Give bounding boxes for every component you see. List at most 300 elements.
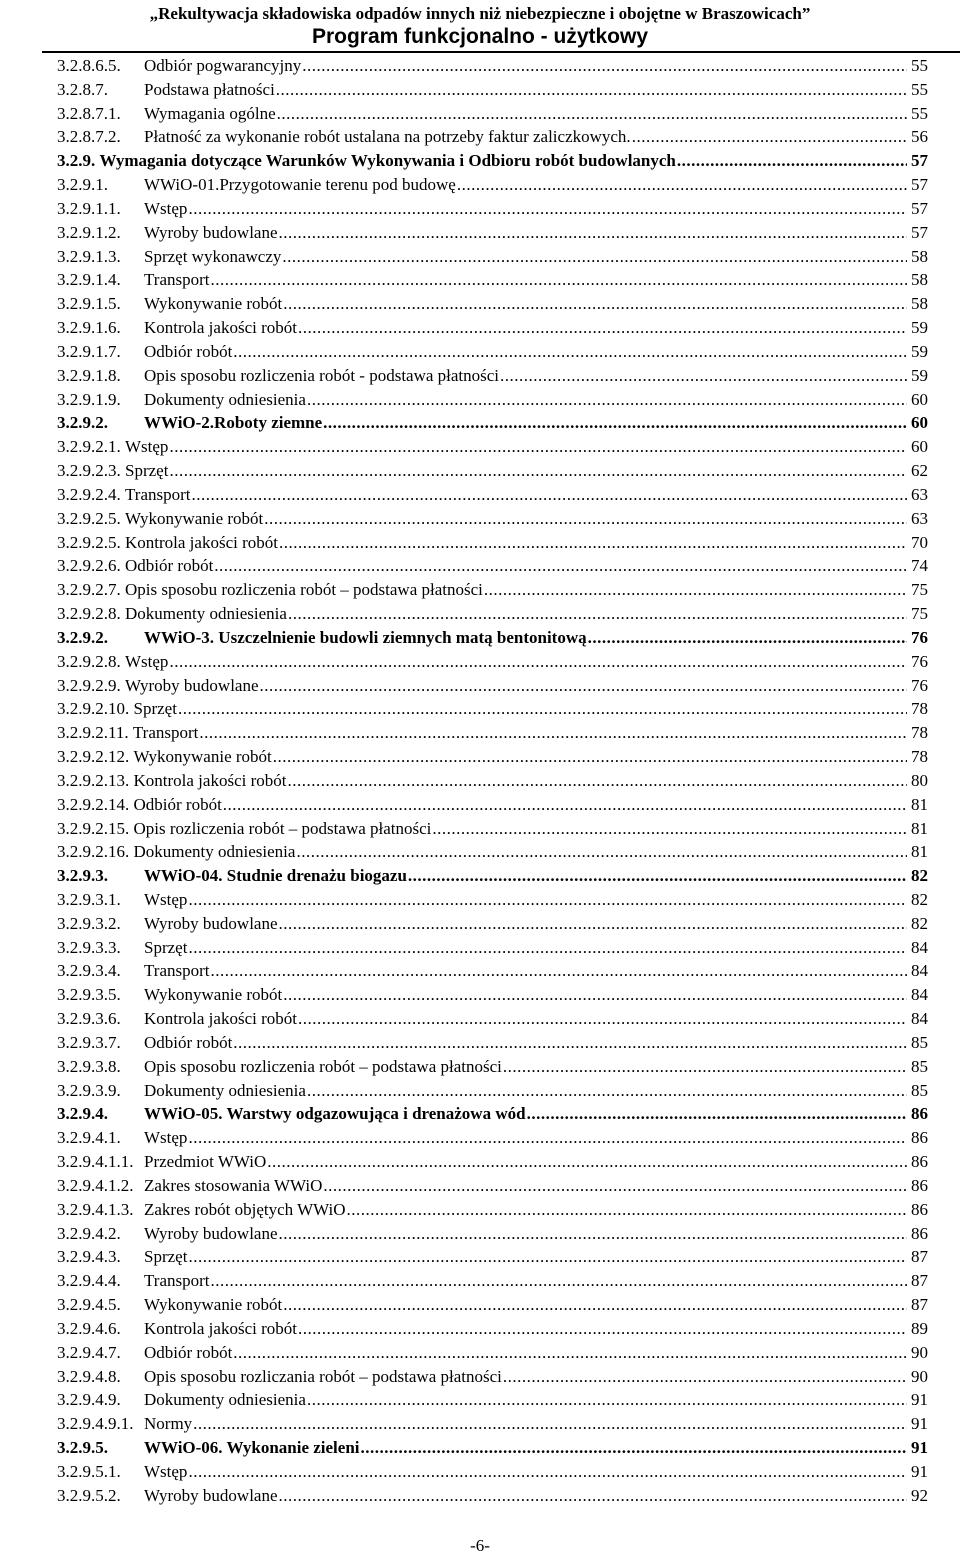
toc-entry[interactable] (57, 411, 928, 435)
toc-entry-page: 87 (911, 1295, 928, 1315)
toc-leader-dots (677, 149, 907, 173)
toc-entry-title: Sprzęt (144, 1247, 188, 1267)
toc-entry[interactable] (57, 531, 928, 555)
toc-entry-title: Dokumenty odniesienia (144, 1390, 306, 1410)
toc-entry[interactable] (57, 1150, 928, 1174)
toc-leader-dots (188, 936, 907, 960)
toc-leader-dots (188, 1245, 907, 1269)
toc-entry[interactable] (57, 554, 928, 578)
toc-entry[interactable] (57, 674, 928, 698)
toc-leader-dots (302, 54, 907, 78)
toc-entry-title: Kontrola jakości robót (144, 318, 297, 338)
toc-entry[interactable] (57, 173, 928, 197)
toc-leader-dots (211, 1269, 908, 1293)
toc-entry-number: 3.2.9.3.1. (57, 889, 121, 909)
toc-entry-number: 3.2.9.2.15. (57, 818, 130, 838)
toc-entry-page: 85 (911, 1032, 928, 1052)
toc-entry-number: 3.2.9.5.1. (57, 1461, 121, 1481)
table-of-contents (57, 54, 928, 1508)
toc-entry-page: 55 (911, 56, 928, 75)
toc-entry-page: 55 (911, 79, 928, 99)
toc-entry-page: 78 (911, 699, 928, 719)
toc-entry-page: 92 (911, 1485, 928, 1505)
toc-entry-number: 3.2.9.1.4. (57, 270, 121, 290)
toc-entry[interactable] (57, 1388, 928, 1412)
toc-entry[interactable] (57, 340, 928, 364)
toc-entry-number: 3.2.9.4.3. (57, 1247, 121, 1267)
toc-leader-dots (264, 507, 907, 531)
toc-entry[interactable] (57, 1484, 928, 1508)
toc-entry-number: 3.2.9.4.4. (57, 1271, 121, 1291)
toc-entry-title: Opis sposobu rozliczenia robót – podstawa płatności (144, 1056, 502, 1076)
toc-leader-dots (277, 102, 907, 126)
toc-entry[interactable] (57, 221, 928, 245)
toc-entry-title: Odbiór robót (144, 341, 233, 361)
toc-entry-page: 76 (911, 651, 928, 671)
toc-leader-dots (279, 912, 907, 936)
toc-entry-title: Odbiór robót (125, 556, 214, 576)
toc-leader-dots (233, 1031, 907, 1055)
toc-entry-title: Wyroby budowlane (125, 675, 259, 695)
toc-entry-number: 3.2.9.4.5. (57, 1295, 121, 1315)
toc-entry[interactable] (57, 578, 928, 602)
toc-entry-title: Odbiór pogwarancyjny (144, 56, 302, 75)
toc-entry-page: 57 (911, 175, 928, 195)
toc-entry-page: 75 (911, 580, 928, 600)
toc-entry-page: 86 (911, 1223, 928, 1243)
toc-entry-title: Wymagania ogólne (144, 103, 276, 123)
toc-entry-page: 58 (911, 246, 928, 266)
toc-entry-number: 3.2.9. (57, 151, 96, 171)
toc-entry[interactable] (57, 1007, 928, 1031)
toc-entry-title: Przedmiot WWiO (144, 1152, 267, 1172)
toc-entry[interactable] (57, 1365, 928, 1389)
toc-entry-page: 86 (911, 1104, 928, 1124)
toc-entry[interactable] (57, 697, 928, 721)
toc-entry-title: WWiO-06. Wykonanie zieleni (144, 1438, 360, 1458)
toc-entry-page: 86 (911, 1128, 928, 1148)
toc-entry-number: 3.2.9.2.5. (57, 532, 121, 552)
toc-entry[interactable] (57, 983, 928, 1007)
toc-leader-dots (211, 268, 908, 292)
toc-entry-page: 85 (911, 1080, 928, 1100)
toc-entry-page: 63 (911, 508, 928, 528)
toc-entry-page: 58 (911, 294, 928, 314)
toc-leader-dots (503, 1365, 907, 1389)
toc-entry-title: Transport (144, 961, 210, 981)
toc-entry-number: 3.2.9.2.6. (57, 556, 121, 576)
toc-leader-dots (287, 769, 907, 793)
toc-entry-page: 58 (911, 270, 928, 290)
toc-entry-title: Normy (144, 1414, 193, 1434)
toc-leader-dots (169, 435, 907, 459)
toc-entry-title: Wykonywanie robót (125, 508, 264, 528)
toc-entry-number: 3.2.9.3.3. (57, 937, 121, 957)
toc-leader-dots (307, 388, 907, 412)
toc-entry-title: Wyroby budowlane (144, 1223, 278, 1243)
toc-entry-page: 56 (911, 127, 928, 147)
toc-leader-dots (296, 840, 907, 864)
toc-entry-number: 3.2.9.2.16. (57, 842, 130, 862)
toc-entry-page: 90 (911, 1342, 928, 1362)
toc-entry-number: 3.2.9.4.7. (57, 1342, 121, 1362)
toc-entry-title: Wymagania dotyczące Warunków Wykonywania i Odbioru robót budowlanych (99, 151, 676, 171)
toc-entry-number: 3.2.9.2. (57, 413, 108, 433)
toc-entry-number: 3.2.9.4.1.2. (57, 1175, 134, 1195)
toc-entry-title: Płatność za wykonanie robót ustalana na potrzeby faktur zaliczkowych. (144, 127, 631, 147)
toc-entry-title: Odbiór robót (144, 1032, 233, 1052)
toc-entry-page: 89 (911, 1318, 928, 1338)
toc-entry[interactable] (57, 864, 928, 888)
toc-entry[interactable] (57, 483, 928, 507)
page-header (0, 0, 960, 50)
toc-entry-title: Opis sposobu rozliczenia robót - podstawa płatności (144, 365, 500, 385)
toc-entry-number: 3.2.9.2.3. (57, 461, 121, 481)
toc-entry-page: 76 (911, 627, 928, 647)
toc-leader-dots (273, 745, 907, 769)
toc-entry-number: 3.2.9.1.8. (57, 365, 121, 385)
toc-entry[interactable] (57, 1269, 928, 1293)
toc-entry-page: 82 (911, 913, 928, 933)
toc-entry-page: 70 (911, 532, 928, 552)
toc-entry-title: Wykonywanie robót (144, 1295, 283, 1315)
toc-leader-dots (223, 793, 907, 817)
toc-leader-dots (323, 1174, 907, 1198)
toc-entry-page: 81 (911, 842, 928, 862)
toc-entry[interactable] (57, 1436, 928, 1460)
toc-entry[interactable] (57, 459, 928, 483)
toc-entry[interactable] (57, 1245, 928, 1269)
toc-entry-number: 3.2.9.4.9. (57, 1390, 121, 1410)
toc-entry-number: 3.2.9.1.7. (57, 341, 121, 361)
toc-entry[interactable] (57, 602, 928, 626)
toc-leader-dots (282, 245, 907, 269)
toc-leader-dots (188, 1126, 907, 1150)
toc-leader-dots (632, 125, 907, 149)
toc-entry-page: 91 (911, 1461, 928, 1481)
toc-entry-title: Dokumenty odniesienia (133, 842, 296, 862)
toc-entry-number: 3.2.9.4.1. (57, 1128, 121, 1148)
toc-entry-number: 3.2.9.2.7. (57, 580, 121, 600)
toc-entry-title: Wstęp (144, 198, 188, 218)
toc-entry-title: Opis sposobu rozliczenia robót – podstawa płatności (125, 580, 483, 600)
toc-entry-number: 3.2.9.1.9. (57, 389, 121, 409)
toc-entry[interactable] (57, 1174, 928, 1198)
toc-entry[interactable] (57, 1102, 928, 1126)
toc-entry[interactable] (57, 364, 928, 388)
toc-entry-page: 91 (911, 1414, 928, 1434)
toc-leader-dots (267, 1150, 907, 1174)
toc-entry-title: Opis rozliczenia robót – podstawa płatności (133, 818, 432, 838)
toc-entry-title: Wstęp (125, 437, 169, 457)
toc-entry-title: Dokumenty odniesienia (144, 389, 306, 409)
toc-entry-title: Sprzęt (133, 699, 177, 719)
toc-entry-page: 81 (911, 794, 928, 814)
toc-entry-title: Dokumenty odniesienia (144, 1080, 306, 1100)
toc-entry-number: 3.2.9.3.5. (57, 985, 121, 1005)
toc-entry-page: 75 (911, 604, 928, 624)
toc-leader-dots (279, 1484, 907, 1508)
toc-leader-dots (211, 959, 908, 983)
toc-entry-title: WWiO-05. Warstwy odgazowująca i drenażowa wód (144, 1104, 526, 1124)
toc-entry-title: Wyroby budowlane (144, 222, 278, 242)
toc-entry-title: WWiO-3. Uszczelnienie budowli ziemnych matą bentonitową (144, 627, 587, 647)
toc-entry-number: 3.2.9.2. (57, 627, 108, 647)
toc-entry[interactable] (57, 745, 928, 769)
toc-entry-title: Transport (125, 484, 191, 504)
toc-entry[interactable] (57, 292, 928, 316)
toc-entry-number: 3.2.9.4.8. (57, 1366, 121, 1386)
toc-leader-dots (298, 316, 907, 340)
toc-leader-dots (457, 173, 907, 197)
toc-entry-number: 3.2.8.7.1. (57, 103, 121, 123)
toc-entry-number: 3.2.9.4.9.1. (57, 1414, 134, 1434)
toc-entry-title: Sprzęt (144, 937, 188, 957)
toc-entry[interactable] (57, 1341, 928, 1365)
toc-entry-title: Odbiór robót (144, 1342, 233, 1362)
toc-leader-dots (260, 674, 907, 698)
toc-leader-dots (527, 1102, 907, 1126)
toc-leader-dots (233, 340, 907, 364)
toc-leader-dots (588, 626, 907, 650)
toc-leader-dots (214, 554, 907, 578)
toc-entry[interactable] (57, 54, 928, 78)
toc-entry-page: 87 (911, 1247, 928, 1267)
toc-entry-page: 57 (911, 222, 928, 242)
toc-entry[interactable] (57, 78, 928, 102)
toc-entry-number: 3.2.9.1.2. (57, 222, 121, 242)
toc-entry-number: 3.2.9.1.6. (57, 318, 121, 338)
toc-leader-dots (500, 364, 907, 388)
toc-entry-number: 3.2.9.4.2. (57, 1223, 121, 1243)
toc-entry-number: 3.2.9.2.8. (57, 604, 121, 624)
toc-entry-number: 3.2.9.2.4. (57, 484, 121, 504)
toc-entry-title: Wstęp (144, 1128, 188, 1148)
toc-leader-dots (288, 602, 907, 626)
toc-entry-page: 84 (911, 1009, 928, 1029)
toc-leader-dots (283, 292, 907, 316)
toc-entry-number: 3.2.9.2.14. (57, 794, 130, 814)
toc-entry[interactable] (57, 507, 928, 531)
toc-leader-dots (361, 1436, 907, 1460)
toc-entry[interactable] (57, 793, 928, 817)
toc-leader-dots (279, 531, 907, 555)
toc-leader-dots (199, 721, 907, 745)
toc-entry-number: 3.2.9.4. (57, 1104, 108, 1124)
toc-leader-dots (298, 1007, 907, 1031)
toc-entry-title: Wykonywanie robót (144, 985, 283, 1005)
toc-entry-number: 3.2.9.3.2. (57, 913, 121, 933)
toc-entry-page: 57 (911, 151, 928, 171)
toc-entry-number: 3.2.9.2.9. (57, 675, 121, 695)
toc-entry[interactable] (57, 125, 928, 149)
toc-entry-title: Opis sposobu rozliczania robót – podstawa płatności (144, 1366, 502, 1386)
toc-entry-title: Wykonywanie robót (144, 294, 283, 314)
toc-leader-dots (503, 1055, 907, 1079)
toc-entry[interactable] (57, 888, 928, 912)
toc-leader-dots (307, 1079, 907, 1103)
toc-entry-page: 84 (911, 985, 928, 1005)
toc-entry-number: 3.2.9.5. (57, 1438, 108, 1458)
toc-entry-page: 86 (911, 1175, 928, 1195)
toc-entry[interactable] (57, 1460, 928, 1484)
document-title: „Rekultywacja składowiska odpadów innych niż niebezpieczne i obojętne w Braszowicach” (149, 4, 811, 23)
toc-entry-title: Wyroby budowlane (144, 1485, 278, 1505)
toc-leader-dots (276, 78, 907, 102)
toc-entry-title: Wyroby budowlane (144, 913, 278, 933)
toc-entry-number: 3.2.9.4.1.3. (57, 1199, 134, 1219)
toc-entry-number: 3.2.9.3.4. (57, 961, 121, 981)
toc-entry-title: Kontrola jakości robót (133, 770, 287, 790)
toc-entry[interactable] (57, 1198, 928, 1222)
toc-entry-title: WWiO-04. Studnie drenażu biogazu (144, 866, 407, 886)
toc-entry-title: Odbiór robót (133, 794, 222, 814)
toc-entry-page: 60 (911, 437, 928, 457)
toc-entry[interactable] (57, 1126, 928, 1150)
toc-entry[interactable] (57, 268, 928, 292)
toc-entry-page: 85 (911, 1056, 928, 1076)
toc-entry-page: 60 (911, 413, 928, 433)
toc-entry-number: 3.2.9.3.7. (57, 1032, 121, 1052)
toc-entry-page: 86 (911, 1199, 928, 1219)
toc-entry[interactable] (57, 840, 928, 864)
toc-leader-dots (307, 1388, 907, 1412)
toc-entry-number: 3.2.9.4.1.1. (57, 1152, 134, 1172)
toc-entry-page: 87 (911, 1271, 928, 1291)
toc-entry-page: 60 (911, 389, 928, 409)
toc-entry[interactable] (57, 650, 928, 674)
toc-entry-number: 3.2.9.3.9. (57, 1080, 121, 1100)
toc-entry-page: 84 (911, 937, 928, 957)
toc-entry-page: 91 (911, 1438, 928, 1458)
toc-entry[interactable] (57, 1222, 928, 1246)
toc-entry[interactable] (57, 626, 928, 650)
toc-leader-dots (178, 697, 907, 721)
toc-entry-title: Zakres robót objętych WWiO (144, 1199, 346, 1219)
toc-entry-title: Dokumenty odniesienia (125, 604, 287, 624)
toc-entry-title: Sprzęt (125, 461, 169, 481)
toc-leader-dots (188, 1460, 907, 1484)
toc-entry-page: 82 (911, 889, 928, 909)
toc-entry-title: Zakres stosowania WWiO (144, 1175, 323, 1195)
toc-entry-title: Wstęp (144, 1461, 188, 1481)
toc-entry-page: 78 (911, 747, 928, 767)
toc-entry-number: 3.2.9.1.3. (57, 246, 121, 266)
toc-leader-dots (408, 864, 907, 888)
toc-entry-title: Kontrola jakości robót (144, 1318, 297, 1338)
toc-entry-page: 86 (911, 1152, 928, 1172)
toc-entry-number: 3.2.9.2.1. (57, 437, 121, 457)
toc-entry-page: 80 (911, 770, 928, 790)
toc-entry[interactable] (57, 1079, 928, 1103)
toc-entry[interactable] (57, 245, 928, 269)
toc-entry-title: Sprzęt wykonawczy (144, 246, 282, 266)
toc-entry-page: 76 (911, 675, 928, 695)
toc-entry-title: Kontrola jakości robót (144, 1009, 297, 1029)
toc-entry-number: 3.2.9.3. (57, 866, 108, 886)
toc-leader-dots (279, 1222, 907, 1246)
toc-leader-dots (169, 459, 907, 483)
toc-entry-number: 3.2.9.1.5. (57, 294, 121, 314)
page-number: -6- (470, 1536, 490, 1555)
toc-entry-page: 57 (911, 198, 928, 218)
toc-entry-page: 84 (911, 961, 928, 981)
toc-leader-dots (188, 888, 907, 912)
toc-entry-page: 59 (911, 318, 928, 338)
toc-entry-page: 74 (911, 556, 928, 576)
toc-entry-page: 62 (911, 461, 928, 481)
toc-entry[interactable] (57, 1293, 928, 1317)
toc-entry[interactable] (57, 435, 928, 459)
toc-entry-page: 63 (911, 484, 928, 504)
toc-entry-number: 3.2.9.2.12. (57, 747, 130, 767)
toc-entry-number: 3.2.9.2.8. (57, 651, 121, 671)
toc-leader-dots (193, 1412, 907, 1436)
toc-entry-number: 3.2.9.1.1. (57, 198, 121, 218)
toc-entry[interactable] (57, 149, 928, 173)
toc-leader-dots (484, 578, 907, 602)
toc-entry-page: 78 (911, 723, 928, 743)
toc-leader-dots (169, 650, 907, 674)
toc-entry[interactable] (57, 1412, 928, 1436)
toc-entry-number: 3.2.9.1. (57, 175, 108, 195)
toc-entry-page: 91 (911, 1390, 928, 1410)
toc-entry[interactable] (57, 912, 928, 936)
toc-entry-number: 3.2.9.2.5. (57, 508, 121, 528)
toc-leader-dots (233, 1341, 907, 1365)
toc-entry-title: Podstawa płatności (144, 79, 275, 99)
toc-entry[interactable] (57, 769, 928, 793)
toc-entry-title: Wstęp (144, 889, 188, 909)
toc-leader-dots (188, 197, 907, 221)
toc-entry-page: 90 (911, 1366, 928, 1386)
toc-entry-number: 3.2.9.3.6. (57, 1009, 121, 1029)
toc-entry-title: Kontrola jakości robót (125, 532, 278, 552)
toc-entry[interactable] (57, 1031, 928, 1055)
toc-entry[interactable] (57, 1055, 928, 1079)
toc-entry[interactable] (57, 721, 928, 745)
toc-leader-dots (432, 817, 907, 841)
toc-entry-title: Wstęp (125, 651, 169, 671)
toc-leader-dots (192, 483, 908, 507)
toc-entry-title: Transport (144, 270, 210, 290)
toc-leader-dots (347, 1198, 907, 1222)
toc-entry-number: 3.2.8.7.2. (57, 127, 121, 147)
toc-entry-title: Wykonywanie robót (133, 747, 272, 767)
toc-entry-title: Transport (132, 723, 199, 743)
document-subtitle: Program funkcjonalno - użytkowy (311, 25, 649, 48)
toc-entry[interactable] (57, 936, 928, 960)
toc-entry[interactable] (57, 959, 928, 983)
toc-entry-number: 3.2.9.2.11. (57, 723, 129, 743)
toc-leader-dots (283, 983, 907, 1007)
toc-entry[interactable] (57, 817, 928, 841)
toc-entry-title: WWiO-01.Przygotowanie terenu pod budowę (144, 175, 456, 195)
toc-entry[interactable] (57, 102, 928, 126)
toc-entry-number: 3.2.9.4.6. (57, 1318, 121, 1338)
toc-entry-page: 59 (911, 365, 928, 385)
toc-entry[interactable] (57, 197, 928, 221)
toc-entry-page: 59 (911, 341, 928, 361)
toc-entry-number: 3.2.8.6.5. (57, 56, 121, 75)
toc-entry-title: WWiO-2.Roboty ziemne (144, 413, 323, 433)
header-rule (42, 51, 960, 53)
toc-entry[interactable] (57, 388, 928, 412)
toc-entry[interactable] (57, 316, 928, 340)
toc-entry-page: 81 (911, 818, 928, 838)
toc-entry-number: 3.2.9.2.13. (57, 770, 130, 790)
toc-entry[interactable] (57, 1317, 928, 1341)
